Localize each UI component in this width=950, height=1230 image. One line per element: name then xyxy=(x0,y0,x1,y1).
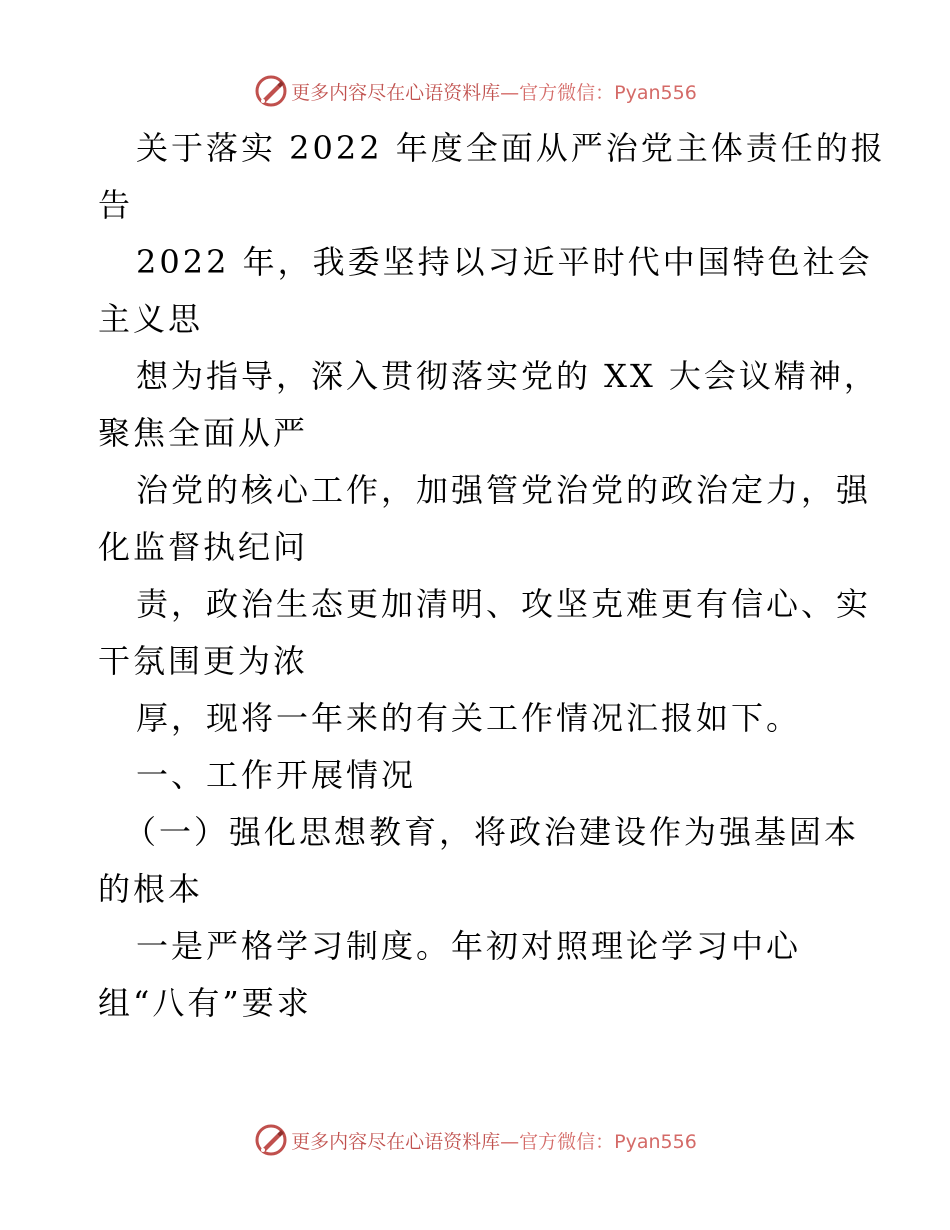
paragraph-line: 干氛围更为浓 xyxy=(98,642,309,680)
pen-logo-icon xyxy=(253,1122,289,1158)
paragraph-line: 责，政治生态更加清明、攻坚克难更有信心、实 xyxy=(136,585,872,623)
subsection-heading: （一）强化思想教育，将政治建设作为强基固本 xyxy=(124,813,860,851)
paragraph-line: 治党的核心工作，加强管党治党的政治定力，强 xyxy=(136,471,872,509)
watermark-text xyxy=(291,78,697,105)
header-watermark xyxy=(0,71,950,111)
watermark-text xyxy=(291,1127,697,1154)
watermark-brand: 更多内容尽在心语资料库 xyxy=(291,1130,501,1153)
paragraph-line: 聚焦全面从严 xyxy=(98,414,309,452)
watermark-contact: —官方微信：Pyan556 xyxy=(500,81,697,104)
subsection-heading: 的根本 xyxy=(98,870,204,908)
paragraph-line: 一是严格学习制度。年初对照理论学习中心 xyxy=(136,927,802,965)
paragraph-line: 组“八有”要求 xyxy=(98,984,312,1022)
paragraph-line: 想为指导，深入贯彻落实党的 XX 大会议精神， xyxy=(136,357,879,395)
section-heading: 一、工作开展情况 xyxy=(136,756,417,794)
paragraph-line: 2022 年，我委坚持以习近平时代中国特色社会 xyxy=(136,243,873,281)
paragraph-line: 主义思 xyxy=(98,300,204,338)
footer-watermark xyxy=(0,1120,950,1160)
paragraph-line: 厚，现将一年来的有关工作情况汇报如下。 xyxy=(136,699,802,737)
title-line-2: 告 xyxy=(98,186,134,224)
paragraph-line: 化监督执纪问 xyxy=(98,528,309,566)
pen-logo-icon xyxy=(253,73,289,109)
watermark-brand: 更多内容尽在心语资料库 xyxy=(291,81,501,104)
title-line-1: 关于落实 2022 年度全面从严治党主体责任的报 xyxy=(136,129,886,167)
watermark-contact: —官方微信：Pyan556 xyxy=(500,1130,697,1153)
